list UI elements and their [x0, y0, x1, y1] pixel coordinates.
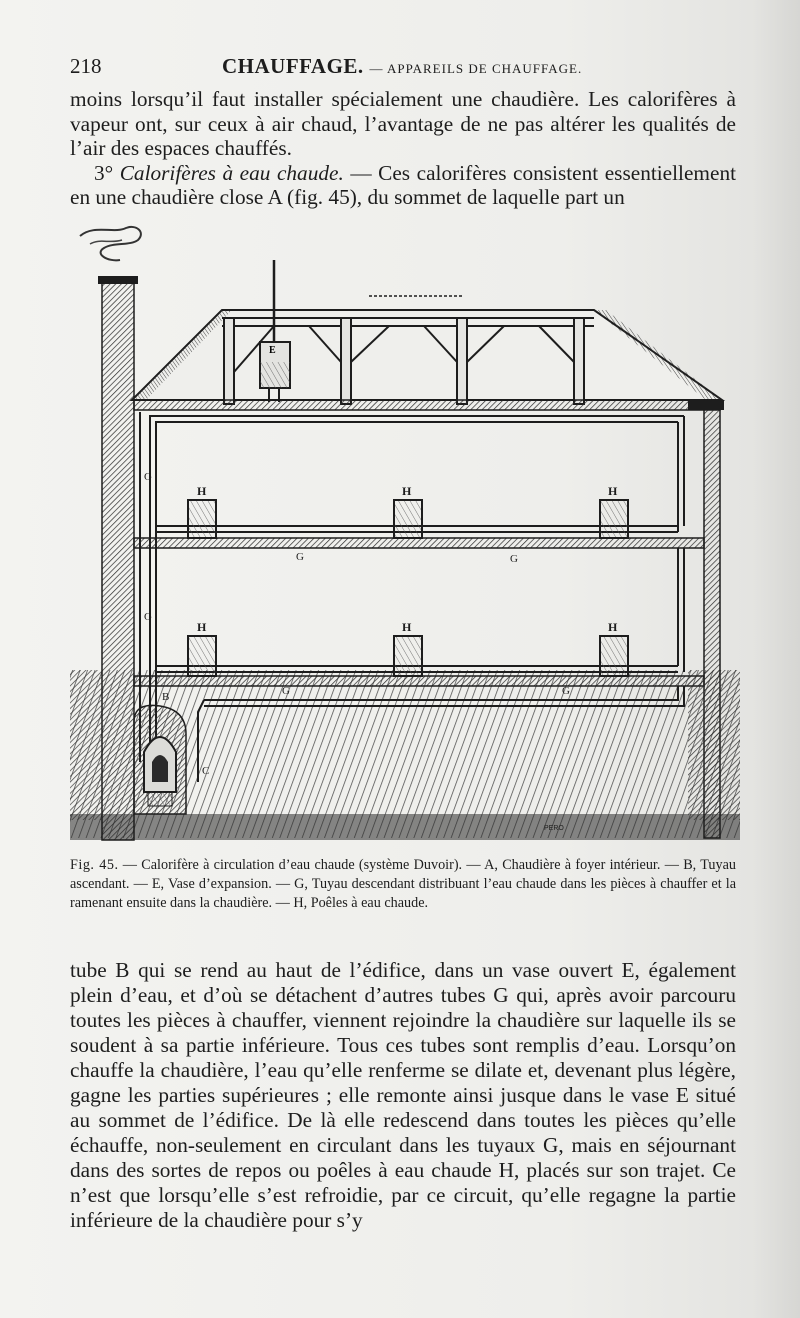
- label-h: H: [197, 620, 207, 634]
- engraving-hot-water-heater: [64, 222, 742, 850]
- stove-h: [188, 500, 216, 538]
- label-g: G: [282, 685, 290, 697]
- chimney: [102, 280, 134, 840]
- top-text: [70, 87, 736, 210]
- label-h: H: [197, 484, 207, 498]
- paragraph-intro: moins lorsqu’il faut installer spécialement une chaudière. Les calorifères à vapeur ont, sur ceux à air chaud, l’avantage de ne pas altérer les qualités de l’air des espaces chauffés.: [70, 87, 736, 161]
- roof: [132, 310, 722, 400]
- section-body: — Ces calorifères consistent essentiellement en une chaudière close A (fig. 45), du sommet de laquelle part un: [70, 160, 737, 210]
- paragraph-continuation: tube B qui se rend au haut de l’édifice, dans un vase ouvert E, également plein d’eau, et d’où se détachent d’autres tubes G qui, après avoir parcouru toutes les pièces à chauffer, viennent rejoindre la chaudière sur laquelle ils se soudent à sa partie inférieure. Tous ces tubes sont remplis d’eau. Lorsqu’on chauffe la chaudière, l’eau qu’elle renferme se dilate et, devenant plus légère, gagne les parties supérieures ; elle remonte ainsi jusque dans le vase E situé au sommet de l’édifice. De là elle redescend dans toutes les pièces qu’elle échauffe, non-seulement en circulant dans les tuyaux G, mais en séjournant dans des sortes de repos ou poêles à eau chaude H, placés sur son trajet. Ce n’est que lorsqu’elle s’est refroidie, par ce circuit, qu’elle regagne la partie inférieure de la chaudière pour s’y: [70, 958, 736, 1232]
- stove-h: [600, 500, 628, 538]
- stove-h: [394, 500, 422, 538]
- stove-h: [600, 636, 628, 676]
- label-h: H: [608, 484, 618, 498]
- page-header: [70, 54, 740, 84]
- label-g: G: [296, 551, 304, 563]
- page-number: 218: [70, 54, 102, 78]
- boiler-a: [134, 705, 186, 814]
- section-heading: Calorifères à eau chaude.: [119, 160, 344, 185]
- section-number: 3°: [94, 160, 114, 185]
- running-title-main: CHAUFFAGE.: [222, 54, 364, 78]
- figure-45-illustration: [64, 222, 742, 850]
- smoke-plume: [80, 227, 141, 260]
- label-h: H: [402, 484, 412, 498]
- stove-h: [188, 636, 216, 676]
- stove-h: [394, 636, 422, 676]
- label-c: C: [202, 765, 210, 777]
- label-g: G: [562, 685, 570, 697]
- label-h: H: [402, 620, 412, 634]
- bottom-text: [70, 958, 736, 1233]
- label-h: H: [608, 620, 618, 634]
- figure-caption: [70, 856, 736, 913]
- caption-label: Fig. 45.: [70, 857, 119, 873]
- engraver-signature: PERO: [544, 825, 564, 832]
- label-b: B: [162, 691, 170, 703]
- label-g: G: [510, 553, 518, 565]
- paragraph-section-3: [70, 161, 736, 210]
- running-title-sub: — APPAREILS DE CHAUFFAGE.: [369, 61, 583, 76]
- label-g: G: [144, 471, 152, 483]
- label-e: E: [269, 345, 276, 356]
- caption-text: — Calorifère à circulation d’eau chaude (système Duvoir). — A, Chaudière à foyer intérieur. — B, Tuyau ascendant. — E, Vase d’expansion. — G, Tuyau descendant distribuant l’eau chaude dans les pièces à chauffer et la ramenant ensuite dans la chaudière. — H, Poêles à eau chaude.: [70, 857, 736, 911]
- label-g: G: [144, 611, 152, 623]
- running-title: [222, 54, 582, 79]
